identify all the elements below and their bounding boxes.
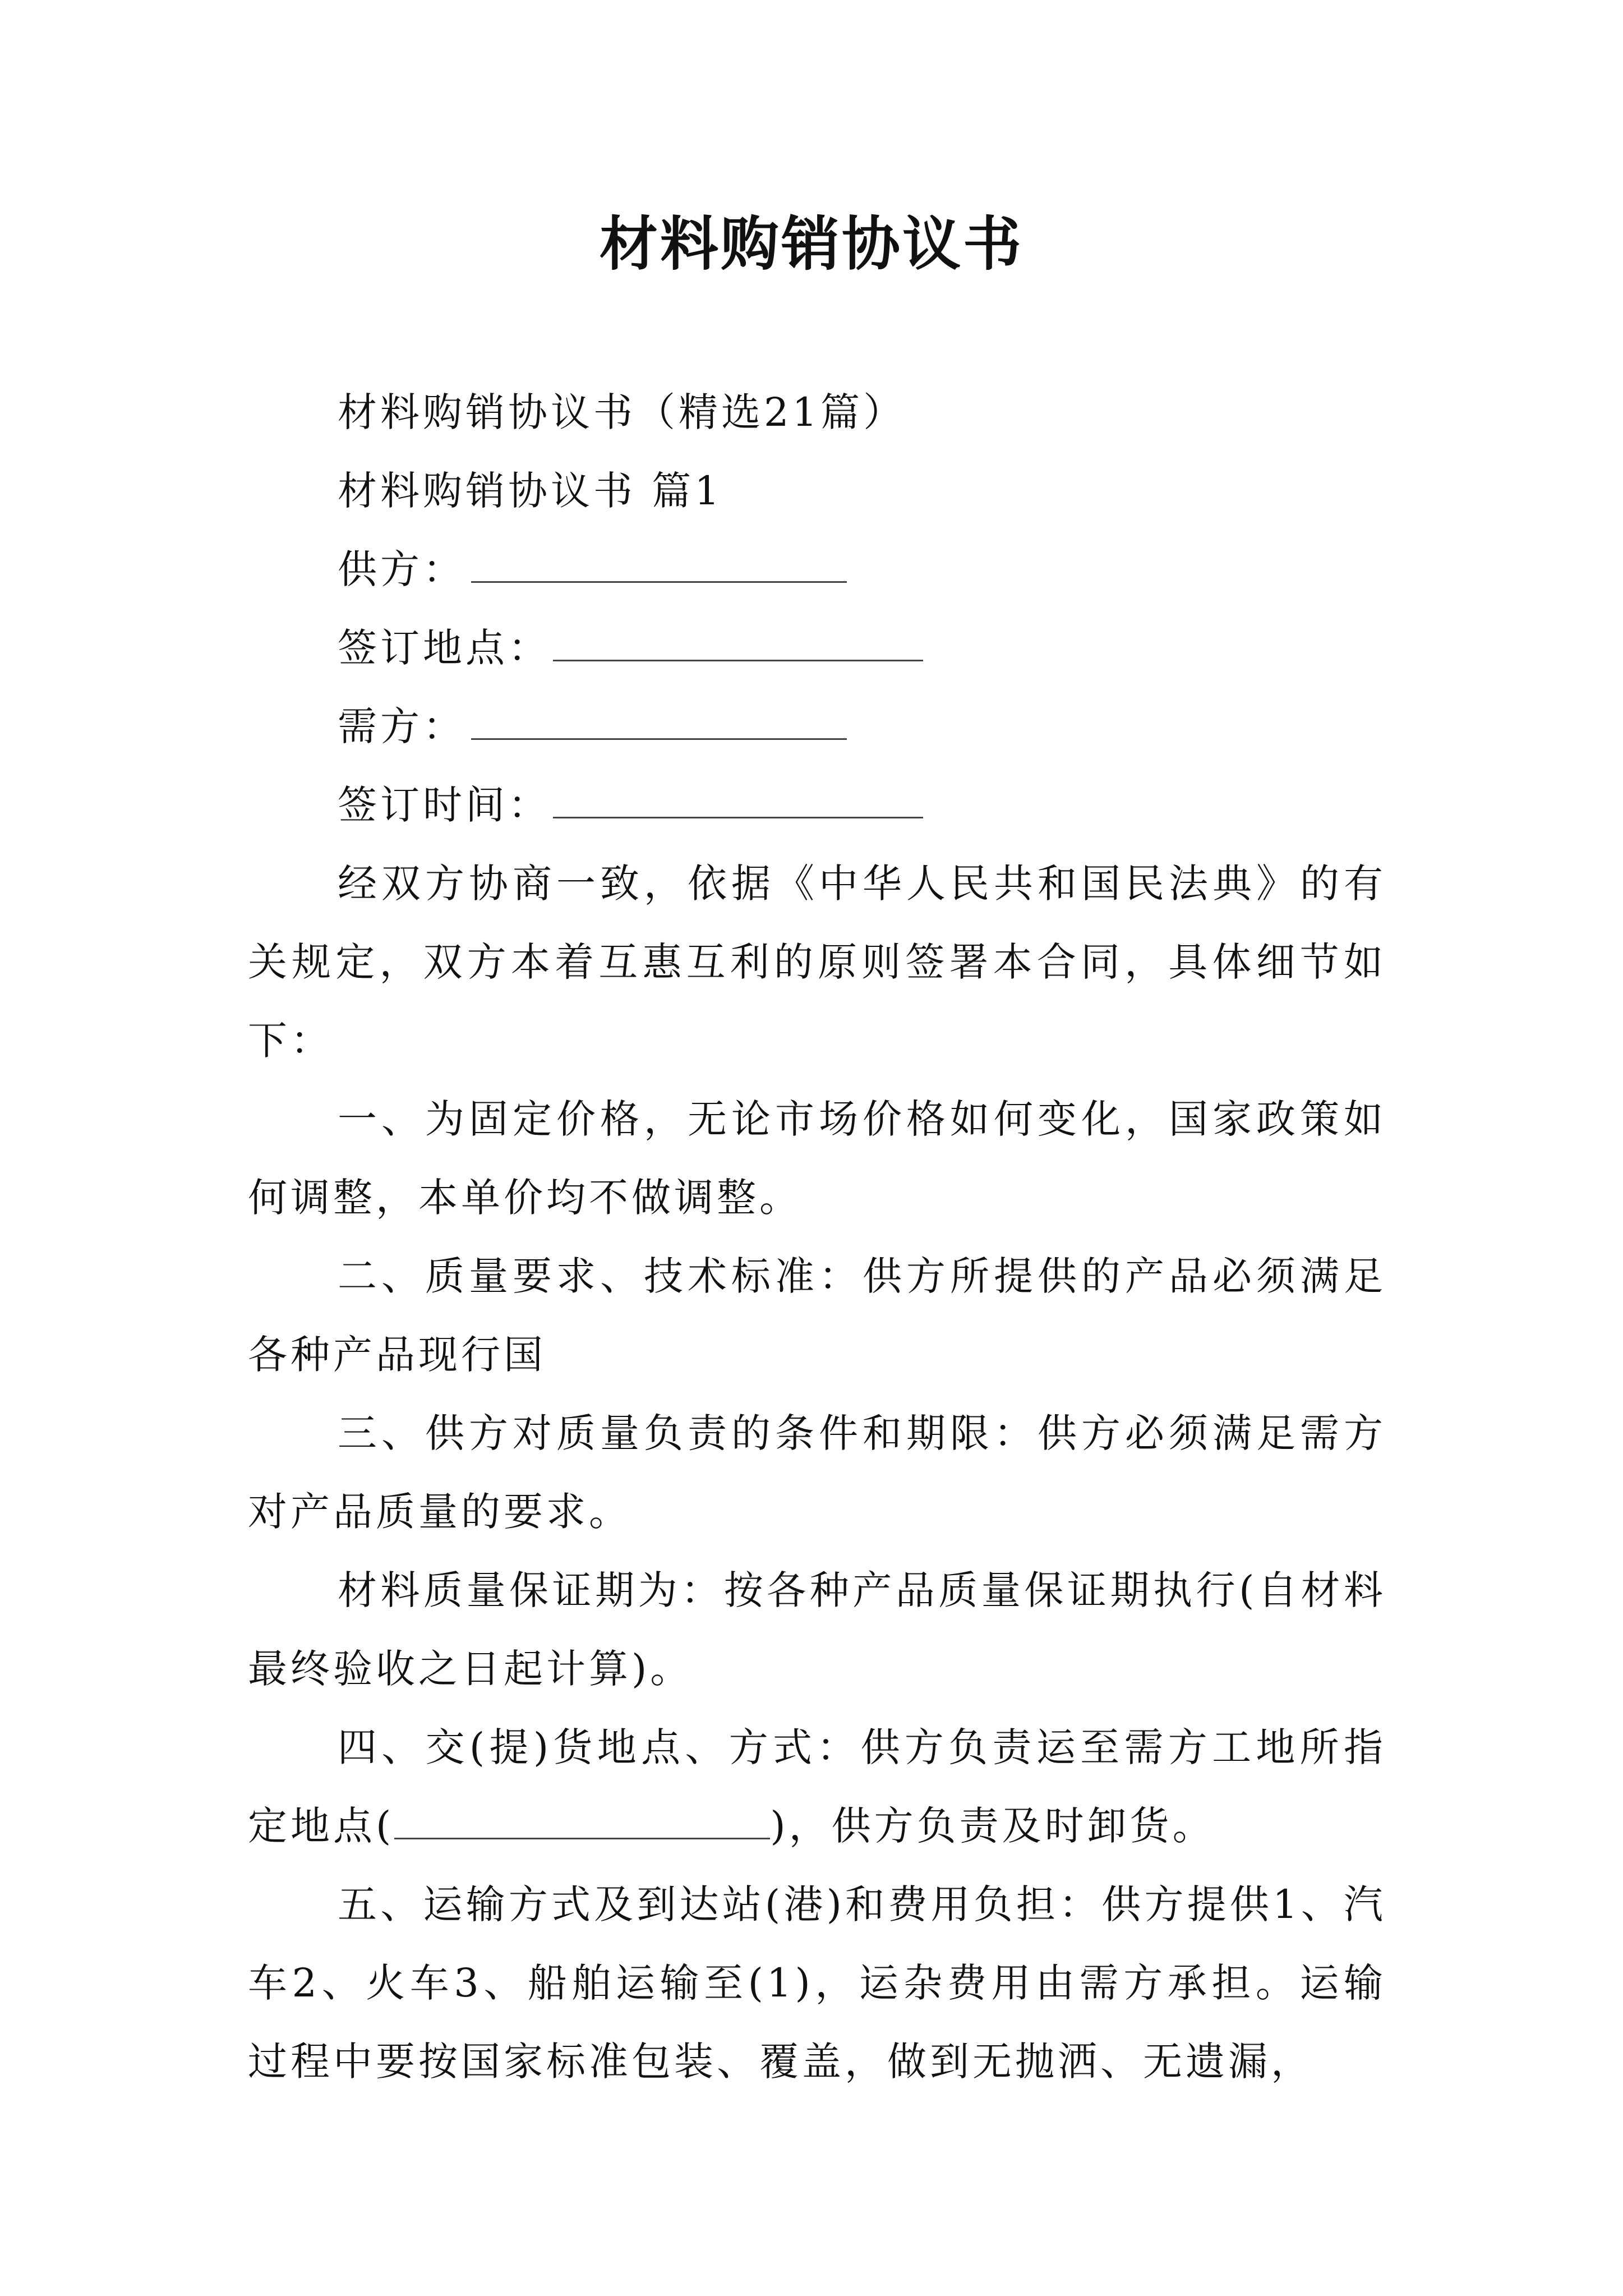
supplier-blank: [471, 542, 847, 583]
clause-3-paragraph: 三、供方对质量负责的条件和期限：供方必须满足需方对产品质量的要求。: [248, 1410, 1386, 1535]
sign-place-label: 签订地点：: [338, 625, 551, 671]
clause-4-text-post: )，供方负责及时卸货。: [770, 1803, 1215, 1849]
clause-1-paragraph: 一、为固定价格，无论市场价格如何变化，国家政策如何调整，本单价均不做调整。: [248, 1096, 1386, 1221]
sign-time-label: 签订时间：: [338, 782, 551, 828]
document-title: 材料购销协议书: [599, 210, 1023, 278]
buyer-field: [248, 687, 1386, 766]
section-heading: 材料购销协议书 篇1: [338, 468, 723, 514]
intro-paragraph: 经双方协商一致，依据《中华人民共和国民法典》的有关规定，双方本着互惠互利的原则签署本合同，具体细节如下：: [248, 861, 1386, 1064]
delivery-location-blank: [394, 1798, 770, 1839]
supplier-field: [248, 530, 1386, 609]
supplier-label: 供方：: [338, 546, 465, 592]
clause-4-text-pre: 四、交(提)货地点、方式：供方负责运至需方工地所指定地点(: [248, 1724, 1386, 1849]
sign-time-blank: [553, 777, 923, 818]
sign-place-blank: [553, 620, 923, 661]
sign-place-field: [248, 609, 1386, 687]
sign-time-field: [248, 766, 1386, 844]
clause-5-paragraph: 五、运输方式及到达站(港)和费用负担：供方提供1、汽车2、火车3、船舶运输至(1)，运杂费用由需方承担。运输过程中要按国家标准包装、覆盖，做到无抛洒、无遗漏，: [248, 1881, 1386, 2085]
warranty-paragraph: 材料质量保证期为：按各种产品质量保证期执行(自材料最终验收之日起计算)。: [248, 1567, 1386, 1692]
buyer-blank: [471, 699, 847, 740]
document-body: [248, 373, 1386, 2101]
subtitle-line: 材料购销协议书（精选21篇）: [338, 389, 906, 435]
clause-2-paragraph: 二、质量要求、技术标准：供方所提供的产品必须满足各种产品现行国: [248, 1253, 1386, 1378]
clause-4-paragraph: [248, 1708, 1386, 1865]
buyer-label: 需方：: [338, 703, 465, 749]
